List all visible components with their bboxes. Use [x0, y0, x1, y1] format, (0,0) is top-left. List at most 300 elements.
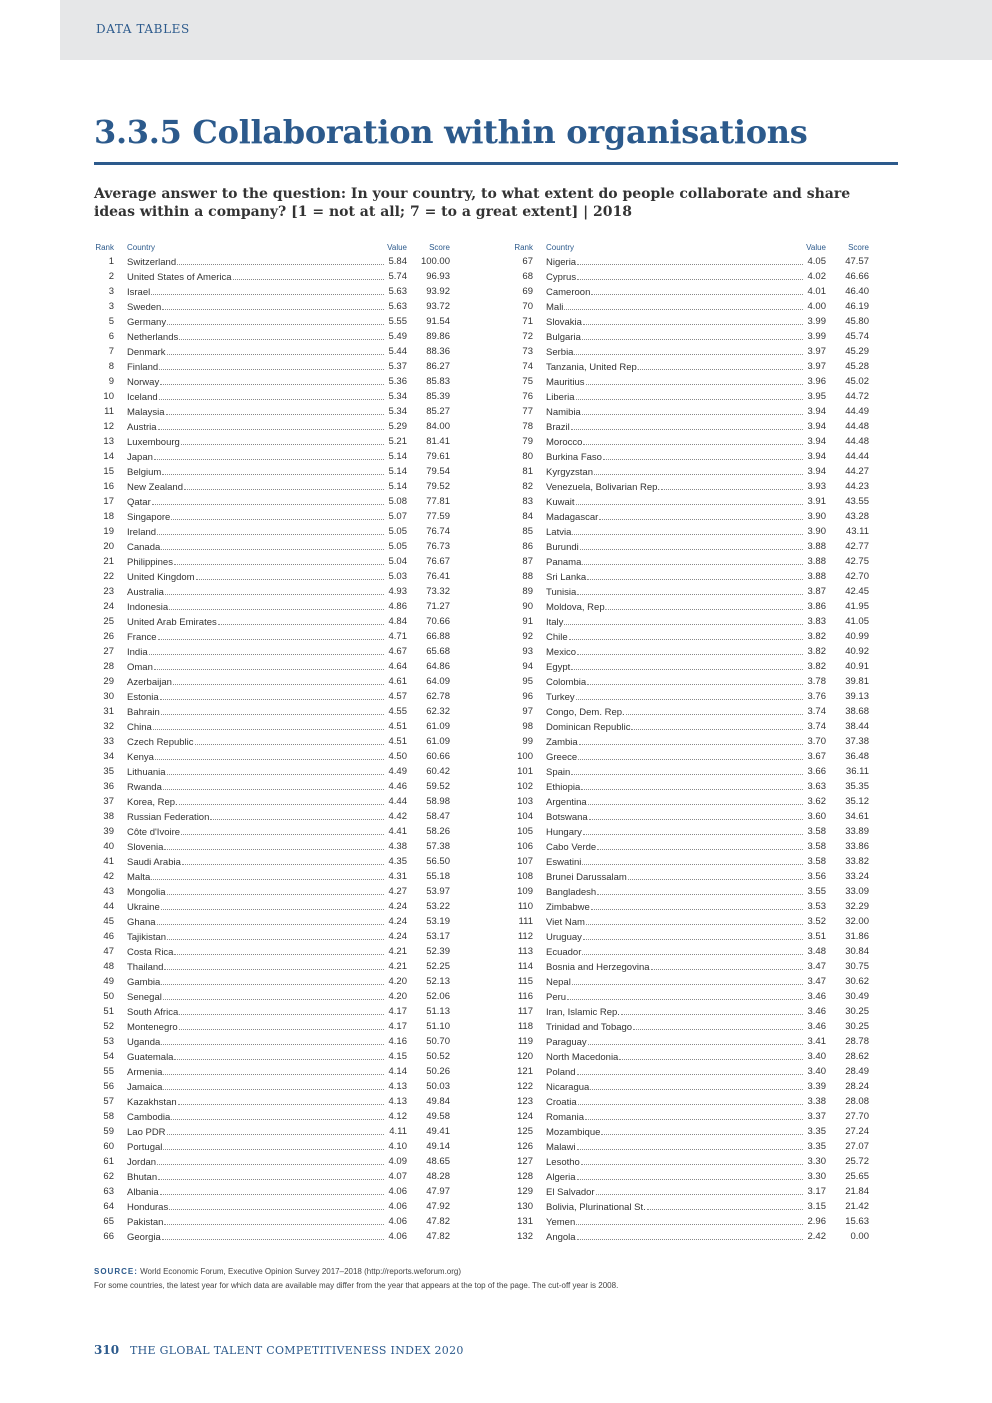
value-cell: 3.38 [807, 1096, 826, 1107]
value-cell: 4.51 [388, 736, 407, 747]
value-header: Value [806, 243, 826, 252]
rank-cell: 57 [103, 1096, 114, 1107]
rank-cell: 98 [522, 721, 533, 732]
country-cell: Brunei Darussalam [546, 872, 627, 883]
rank-cell: 30 [103, 691, 114, 702]
country-cell: Kenya [127, 752, 154, 763]
country-cell: Spain [546, 767, 571, 778]
score-cell: 76.73 [426, 541, 450, 552]
score-cell: 33.09 [845, 886, 869, 897]
rank-cell: 1 [108, 256, 114, 267]
header-band [60, 0, 992, 60]
rank-cell: 82 [522, 481, 533, 492]
value-cell: 4.16 [388, 1036, 407, 1047]
dot-leader [582, 554, 803, 565]
value-header: Value [387, 243, 407, 252]
country-cell: Nigeria [546, 257, 577, 268]
value-cell: 4.24 [388, 931, 407, 942]
dot-leader [158, 629, 384, 640]
value-cell: 3.41 [807, 1036, 826, 1047]
dot-leader [577, 1139, 803, 1150]
table-row [94, 689, 450, 704]
value-cell: 3.58 [807, 856, 826, 867]
country-cell: Estonia [127, 692, 159, 703]
value-cell: 4.24 [388, 916, 407, 927]
score-cell: 77.59 [426, 511, 450, 522]
score-cell: 15.63 [845, 1216, 869, 1227]
rank-cell: 89 [522, 586, 533, 597]
table-row [94, 1124, 450, 1139]
dot-leader [589, 809, 803, 820]
score-cell: 61.09 [426, 736, 450, 747]
dot-leader [581, 779, 803, 790]
dot-leader [160, 374, 384, 385]
dot-leader [590, 1079, 803, 1090]
rank-cell: 42 [103, 871, 114, 882]
value-cell: 3.17 [807, 1186, 826, 1197]
country-cell: Malawi [546, 1142, 576, 1153]
rank-cell: 96 [522, 691, 533, 702]
table-row [94, 614, 450, 629]
rank-cell: 115 [517, 976, 533, 987]
value-cell: 4.35 [388, 856, 407, 867]
score-cell: 30.75 [845, 961, 869, 972]
value-cell: 3.63 [807, 781, 826, 792]
table-row [94, 1169, 450, 1184]
rank-cell: 36 [103, 781, 114, 792]
value-cell: 4.61 [388, 676, 407, 687]
country-cell: Cabo Verde [546, 842, 597, 853]
rank-cell: 48 [103, 961, 114, 972]
country-cell: Iran, Islamic Rep. [546, 1007, 620, 1018]
country-cell: China [127, 722, 152, 733]
score-cell: 58.47 [426, 811, 450, 822]
subtitle: Average answer to the question: In your country, to what extent do people collaborate and share ideas within a company? [1 = not at all; 7 = to a great extent] | 2018 [94, 186, 851, 220]
country-cell: Malta [127, 872, 151, 883]
score-cell: 79.52 [426, 481, 450, 492]
rank-cell: 105 [517, 826, 533, 837]
score-cell: 76.67 [426, 556, 450, 567]
dot-leader [577, 1169, 803, 1180]
value-cell: 4.46 [388, 781, 407, 792]
score-cell: 86.27 [426, 361, 450, 372]
value-cell: 3.35 [807, 1141, 826, 1152]
score-cell: 76.41 [426, 571, 450, 582]
value-cell: 4.05 [807, 256, 826, 267]
dot-leader [149, 644, 384, 655]
country-header: Country [127, 243, 156, 252]
value-cell: 5.29 [388, 421, 407, 432]
value-cell: 4.10 [388, 1141, 407, 1152]
value-cell: 3.35 [807, 1126, 826, 1137]
table-row [513, 974, 869, 989]
table-row [513, 539, 869, 554]
table-row [94, 299, 450, 314]
score-cell: 21.84 [845, 1186, 869, 1197]
value-cell: 4.31 [388, 871, 407, 882]
score-cell: 62.32 [426, 706, 450, 717]
score-cell: 44.23 [845, 481, 869, 492]
country-cell: Botswana [546, 812, 588, 823]
value-cell: 5.34 [388, 391, 407, 402]
value-cell: 3.48 [807, 946, 826, 957]
table-row [94, 1229, 450, 1244]
rank-cell: 54 [103, 1051, 114, 1062]
dot-leader [167, 764, 384, 775]
dot-leader [583, 314, 803, 325]
value-cell: 5.63 [388, 286, 407, 297]
table-row [513, 1124, 869, 1139]
rank-cell: 8 [108, 361, 114, 372]
table-row [94, 509, 450, 524]
table-row [513, 359, 869, 374]
dot-leader [179, 1004, 384, 1015]
value-cell: 4.12 [388, 1111, 407, 1122]
ranking-table-left [94, 242, 450, 1244]
dot-leader [158, 419, 384, 430]
score-cell: 27.24 [845, 1126, 869, 1137]
country-cell: Qatar [127, 497, 151, 508]
page-title: 3.3.5 Collaboration within organisations [94, 113, 808, 151]
score-cell: 28.49 [845, 1066, 869, 1077]
country-cell: Indonesia [127, 602, 169, 613]
table-row [94, 1094, 450, 1109]
table-row [94, 1034, 450, 1049]
score-cell: 33.86 [845, 841, 869, 852]
table-body [513, 254, 869, 1244]
table-header [513, 242, 869, 254]
score-cell: 27.70 [845, 1111, 869, 1122]
dot-leader [179, 794, 384, 805]
value-cell: 4.17 [388, 1021, 407, 1032]
score-cell: 64.86 [426, 661, 450, 672]
table-row [94, 764, 450, 779]
value-cell: 3.15 [807, 1201, 826, 1212]
dot-leader [184, 479, 384, 490]
dot-leader [576, 689, 803, 700]
country-cell: Bolivia, Plurinational St. [546, 1202, 646, 1213]
score-cell: 52.25 [426, 961, 450, 972]
country-cell: Nepal [546, 977, 571, 988]
rank-cell: 121 [517, 1066, 533, 1077]
dot-leader [157, 524, 384, 535]
table-row [513, 1094, 869, 1109]
country-cell: Yemen [546, 1217, 576, 1228]
dot-leader [631, 719, 803, 730]
rank-cell: 38 [103, 811, 114, 822]
value-cell: 3.90 [807, 511, 826, 522]
dot-leader [171, 509, 384, 520]
score-cell: 25.65 [845, 1171, 869, 1182]
score-cell: 46.40 [845, 286, 869, 297]
rank-cell: 101 [517, 766, 533, 777]
country-cell: Trinidad and Tobago [546, 1022, 633, 1033]
country-cell: Kyrgyzstan [546, 467, 593, 478]
rank-cell: 88 [522, 571, 533, 582]
value-cell: 5.34 [388, 406, 407, 417]
rank-cell: 9 [108, 376, 114, 387]
table-row [94, 644, 450, 659]
value-cell: 3.88 [807, 541, 826, 552]
score-cell: 85.39 [426, 391, 450, 402]
table-row [94, 1139, 450, 1154]
rank-cell: 37 [103, 796, 114, 807]
value-cell: 3.83 [807, 616, 826, 627]
value-cell: 4.86 [388, 601, 407, 612]
table-row [513, 884, 869, 899]
score-header: Score [429, 243, 450, 252]
table-row [94, 1049, 450, 1064]
country-cell: Albania [127, 1187, 159, 1198]
dot-leader [157, 1154, 384, 1165]
country-cell: Iceland [127, 392, 158, 403]
value-cell: 4.13 [388, 1096, 407, 1107]
score-cell: 51.13 [426, 1006, 450, 1017]
dot-leader [152, 494, 384, 505]
dot-leader [163, 1139, 384, 1150]
table-row [94, 674, 450, 689]
score-cell: 79.61 [426, 451, 450, 462]
rank-cell: 53 [103, 1036, 114, 1047]
dot-leader [582, 854, 803, 865]
score-cell: 42.77 [845, 541, 869, 552]
table-row [513, 284, 869, 299]
rank-cell: 22 [103, 571, 114, 582]
value-cell: 4.07 [388, 1171, 407, 1182]
rank-cell: 120 [517, 1051, 533, 1062]
country-cell: Ghana [127, 917, 156, 928]
cutoff-note: For some countries, the latest year for which data are available may differ from the year that appears at the top of the page. The cut-off year is 2008. [94, 1281, 619, 1290]
country-cell: Finland [127, 362, 159, 373]
country-cell: Madagascar [546, 512, 599, 523]
score-cell: 55.18 [426, 871, 450, 882]
value-cell: 5.37 [388, 361, 407, 372]
table-row [94, 554, 450, 569]
score-cell: 30.49 [845, 991, 869, 1002]
value-cell: 3.74 [807, 706, 826, 717]
value-cell: 4.06 [388, 1231, 407, 1242]
table-row [94, 749, 450, 764]
table-row [513, 1109, 869, 1124]
country-cell: Peru [546, 992, 567, 1003]
country-cell: Mexico [546, 647, 577, 658]
score-cell: 41.05 [845, 616, 869, 627]
dot-leader [583, 824, 803, 835]
value-cell: 4.21 [388, 946, 407, 957]
table-row [94, 314, 450, 329]
table-row [94, 254, 450, 269]
country-cell: Thailand [127, 962, 164, 973]
table-row [513, 914, 869, 929]
country-cell: Turkey [546, 692, 575, 703]
country-cell: Morocco [546, 437, 583, 448]
table-row [513, 1004, 869, 1019]
country-cell: Dominican Republic [546, 722, 631, 733]
score-cell: 53.22 [426, 901, 450, 912]
country-cell: North Macedonia [546, 1052, 619, 1063]
score-cell: 85.27 [426, 406, 450, 417]
rank-cell: 70 [522, 301, 533, 312]
table-row [513, 719, 869, 734]
rank-cell: 69 [522, 286, 533, 297]
score-cell: 25.72 [845, 1156, 869, 1167]
country-cell: El Salvador [546, 1187, 595, 1198]
country-cell: United Arab Emirates [127, 617, 217, 628]
table-row [94, 1019, 450, 1034]
table-row [513, 704, 869, 719]
rank-cell: 106 [517, 841, 533, 852]
rank-cell: 123 [517, 1096, 533, 1107]
dot-leader [174, 1049, 384, 1060]
rank-cell: 111 [518, 916, 533, 927]
value-cell: 4.17 [388, 1006, 407, 1017]
value-cell: 5.21 [388, 436, 407, 447]
table-row [513, 299, 869, 314]
dot-leader [174, 554, 384, 565]
table-row [513, 449, 869, 464]
table-row [94, 539, 450, 554]
score-cell: 35.12 [845, 796, 869, 807]
dot-leader [167, 884, 384, 895]
score-cell: 66.88 [426, 631, 450, 642]
value-cell: 2.42 [807, 1231, 826, 1242]
source-text: World Economic Forum, Executive Opinion Survey 2017–2018 (http://reports.weforum.org) [140, 1267, 462, 1276]
table-row [513, 659, 869, 674]
table-row [513, 389, 869, 404]
table-row [94, 599, 450, 614]
rank-cell: 108 [517, 871, 533, 882]
table-row [513, 419, 869, 434]
rank-cell: 51 [103, 1006, 114, 1017]
score-cell: 41.95 [845, 601, 869, 612]
rank-cell: 76 [522, 391, 533, 402]
score-cell: 33.89 [845, 826, 869, 837]
table-row [513, 734, 869, 749]
dot-leader [597, 884, 803, 895]
country-cell: Georgia [127, 1232, 161, 1243]
country-cell: Australia [127, 587, 164, 598]
table-row [94, 524, 450, 539]
dot-leader [167, 1124, 384, 1135]
score-cell: 85.83 [426, 376, 450, 387]
table-row [94, 974, 450, 989]
dot-leader [162, 464, 384, 475]
country-cell: Luxembourg [127, 437, 180, 448]
dot-leader [179, 329, 384, 340]
country-cell: Costa Rica [127, 947, 174, 958]
table-row [513, 629, 869, 644]
rank-cell: 34 [103, 751, 114, 762]
table-row [513, 599, 869, 614]
rank-cell: 99 [522, 736, 533, 747]
country-cell: Angola [546, 1232, 576, 1243]
score-cell: 37.38 [845, 736, 869, 747]
rank-cell: 43 [103, 886, 114, 897]
dot-leader [585, 1109, 803, 1120]
rank-cell: 2 [108, 271, 114, 282]
table-row [513, 509, 869, 524]
table-row [513, 1034, 869, 1049]
score-cell: 45.74 [845, 331, 869, 342]
table-row [513, 989, 869, 1004]
score-cell: 49.58 [426, 1111, 450, 1122]
score-cell: 52.06 [426, 991, 450, 1002]
dot-leader [151, 284, 384, 295]
value-cell: 4.14 [388, 1066, 407, 1077]
rank-cell: 41 [103, 856, 114, 867]
country-cell: Zimbabwe [546, 902, 590, 913]
rank-cell: 65 [103, 1216, 114, 1227]
score-cell: 52.13 [426, 976, 450, 987]
score-cell: 0.00 [850, 1231, 869, 1242]
value-cell: 4.84 [388, 616, 407, 627]
score-cell: 56.50 [426, 856, 450, 867]
score-cell: 32.29 [845, 901, 869, 912]
rank-cell: 92 [522, 631, 533, 642]
dot-leader [577, 1064, 803, 1075]
rank-cell: 126 [517, 1141, 533, 1152]
country-cell: Lithuania [127, 767, 166, 778]
dot-leader [591, 284, 803, 295]
score-cell: 57.38 [426, 841, 450, 852]
value-cell: 4.06 [388, 1201, 407, 1212]
score-cell: 60.66 [426, 751, 450, 762]
rank-cell: 55 [103, 1066, 114, 1077]
dot-leader [196, 569, 384, 580]
value-cell: 3.94 [807, 466, 826, 477]
value-cell: 3.58 [807, 826, 826, 837]
dot-leader [181, 434, 384, 445]
table-row [94, 809, 450, 824]
rank-cell: 127 [517, 1156, 533, 1167]
rank-cell: 49 [103, 976, 114, 987]
value-cell: 4.20 [388, 976, 407, 987]
value-cell: 4.13 [388, 1081, 407, 1092]
country-cell: Uruguay [546, 932, 582, 943]
country-cell: Algeria [546, 1172, 576, 1183]
rank-cell: 12 [103, 421, 114, 432]
value-cell: 4.64 [388, 661, 407, 672]
rank-cell: 110 [517, 901, 533, 912]
rank-cell: 45 [103, 916, 114, 927]
country-cell: Ethiopia [546, 782, 581, 793]
dot-leader [582, 329, 803, 340]
value-cell: 3.39 [807, 1081, 826, 1092]
table-body [94, 254, 450, 1244]
rank-cell: 21 [103, 556, 114, 567]
value-cell: 3.87 [807, 586, 826, 597]
table-row [513, 1079, 869, 1094]
dot-leader [161, 704, 384, 715]
score-cell: 47.57 [845, 256, 869, 267]
country-cell: Ukraine [127, 902, 160, 913]
rank-cell: 14 [103, 451, 114, 462]
score-cell: 47.92 [426, 1201, 450, 1212]
country-cell: Mozambique [546, 1127, 601, 1138]
country-cell: Paraguay [546, 1037, 587, 1048]
rank-cell: 28 [103, 661, 114, 672]
value-cell: 4.01 [807, 286, 826, 297]
score-cell: 81.41 [426, 436, 450, 447]
country-cell: Greece [546, 752, 578, 763]
table-row [513, 329, 869, 344]
score-cell: 43.28 [845, 511, 869, 522]
value-cell: 3.47 [807, 976, 826, 987]
score-cell: 51.10 [426, 1021, 450, 1032]
dot-leader [626, 704, 803, 715]
rank-cell: 59 [103, 1126, 114, 1137]
table-row [513, 1214, 869, 1229]
